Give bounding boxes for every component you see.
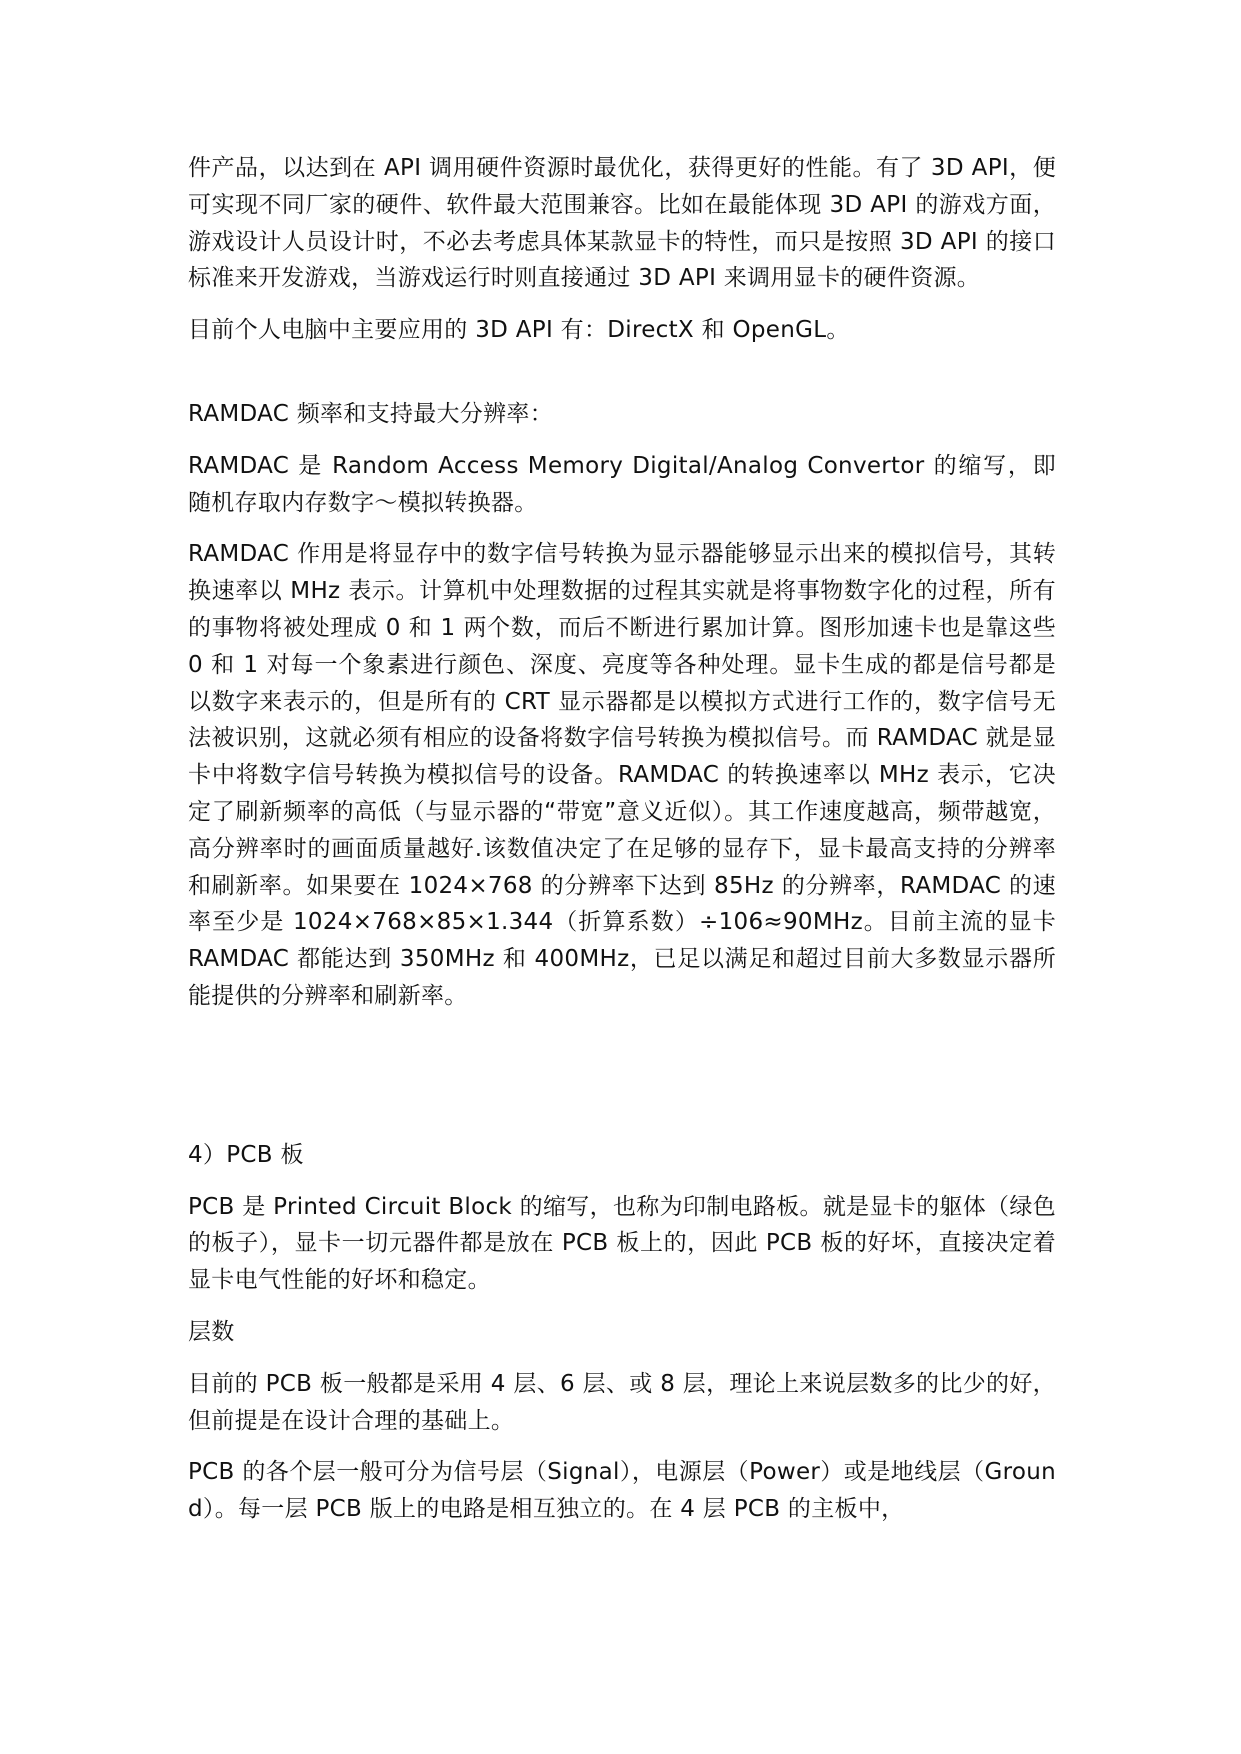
heading-ramdac: RAMDAC 频率和支持最大分辨率：	[188, 400, 554, 427]
paragraph-ramdac-function: RAMDAC 作用是将显存中的数字信号转换为显示器能够显示出来的模拟信号，其转换速率以 MHz 表示。计算机中处理数据的过程其实就是将事物数字化的过程，所有的事物将被处理成 0 和 1 两个数，而后不断进行累加计算。图形加速卡也是靠这些 0 和 1 对每一个象素进行颜色、深度、亮度等各种处理。显卡生成的都是信号都是以数字来表示的，但是所有的 CRT 显示器都是以模拟方式进行工作的，数字信号无法被识别，这就必须有相应的设备将数字信号转换为模拟信号。而 RAMDAC 就是显卡中将数字信号转换为模拟信号的设备。RAMDAC 的转换速率以 MHz 表示，它决定了刷新频率的高低（与显示器的“带宽”意义近似）。其工作速度越高，频带越宽，高分辨率时的画面质量越好.该数值决定了在足够的显存下，显卡最高支持的分辨率和刷新率。如果要在 1024×768 的分辨率下达到 85Hz 的分辨率，RAMDAC 的速率至少是 1024×768×85×1.344（折算系数）÷106≈90MHz。目前主流的显卡 RAMDAC 都能达到 350MHz 和 400MHz，已足以满足和超过目前大多数显示器所能提供的分辨率和刷新率。	[188, 541, 1056, 1009]
heading-layers: 层数	[188, 1318, 235, 1345]
paragraph-pcb-layer-types: PCB 的各个层一般可分为信号层（Signal），电源层（Power）或是地线层（Ground）。每一层 PCB 版上的电路是相互独立的。在 4 层 PCB 的主板中，	[188, 1459, 1056, 1523]
paragraph-ramdac-definition: RAMDAC 是 Random Access Memory Digital/Analog Convertor 的缩写，即随机存取内存数字～模拟转换器。	[188, 452, 1056, 516]
document-body	[188, 150, 1056, 1528]
paragraph-pcb-definition: PCB 是 Printed Circuit Block 的缩写，也称为印制电路板。就是显卡的躯体（绿色的板子），显卡一切元器件都是放在 PCB 板上的，因此 PCB 板的好坏，直接决定着显卡电气性能的好坏和稳定。	[188, 1193, 1056, 1294]
paragraph-3d-api-list: 目前个人电脑中主要应用的 3D API 有：DirectX 和 OpenGL。	[188, 317, 850, 344]
paragraph-pcb-layers: 目前的 PCB 板一般都是采用 4 层、6 层、或 8 层，理论上来说层数多的比少的好，但前提是在设计合理的基础上。	[188, 1370, 1056, 1434]
heading-pcb: 4）PCB 板	[188, 1141, 304, 1168]
paragraph-3d-api-intro: 件产品，以达到在 API 调用硬件资源时最优化，获得更好的性能。有了 3D API，便可实现不同厂家的硬件、软件最大范围兼容。比如在最能体现 3D API 的游戏方面，游戏设计人员设计时，不必去考虑具体某款显卡的特性，而只是按照 3D API 的接口标准来开发游戏，当游戏运行时则直接通过 3D API 来调用显卡的硬件资源。	[188, 155, 1056, 292]
